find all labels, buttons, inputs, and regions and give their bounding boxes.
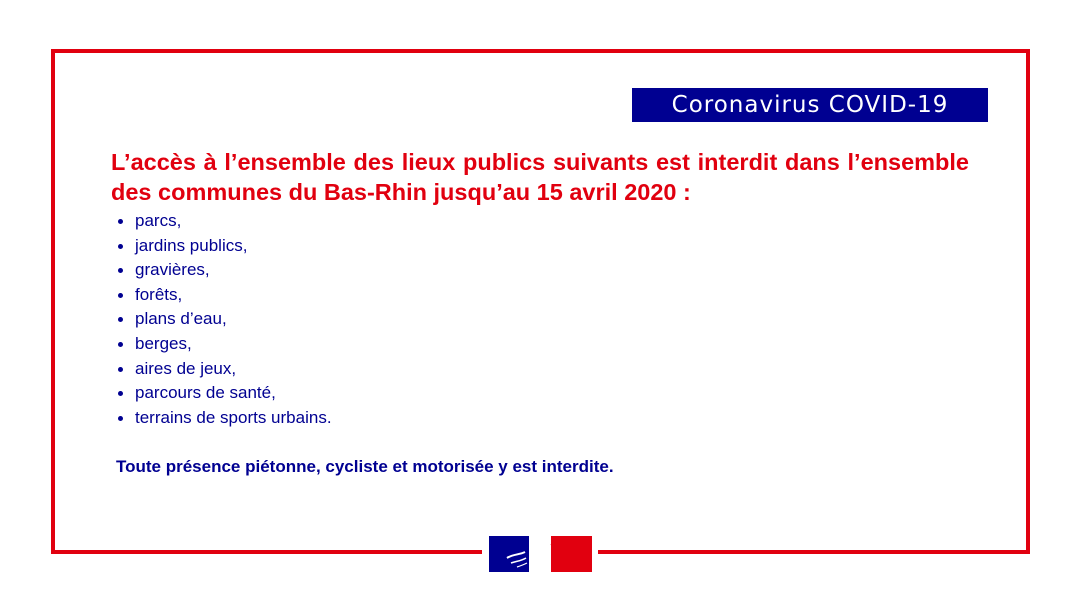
frame-left-border xyxy=(51,49,55,554)
bullet-icon xyxy=(118,268,123,273)
frame-bottom-left-border xyxy=(51,550,482,554)
bullet-icon xyxy=(118,342,123,347)
frame-top-border xyxy=(51,49,1030,53)
bullet-icon xyxy=(118,367,123,372)
list-item-label: forêts, xyxy=(135,284,183,304)
frame-right-border xyxy=(1026,49,1030,554)
bullet-icon xyxy=(118,244,123,249)
footer-notice: Toute présence piétonne, cycliste et motorisée y est interdite. xyxy=(116,457,614,476)
closed-places-list xyxy=(116,209,332,430)
bullet-icon xyxy=(118,293,123,298)
list-item-label: jardins publics, xyxy=(135,235,248,255)
list-item-label: plans d’eau, xyxy=(135,309,227,329)
list-item xyxy=(116,307,332,332)
marianne-logo-icon xyxy=(489,534,592,574)
list-item-label: gravières, xyxy=(135,260,210,280)
list-item-label: aires de jeux, xyxy=(135,358,237,378)
logo-red-field xyxy=(551,536,592,572)
list-item xyxy=(116,357,332,382)
bullet-icon xyxy=(118,416,123,421)
list-item xyxy=(116,332,332,357)
list-item xyxy=(116,381,332,406)
list-item-label: parcours de santé, xyxy=(135,383,276,403)
list-item xyxy=(116,283,332,308)
list-item xyxy=(116,209,332,234)
bullet-icon xyxy=(118,317,123,322)
headline: L’accès à l’ensemble des lieux publics suivants est interdit dans l’ensemble des communes du Bas-Rhin jusqu’au 15 avril 2020 : xyxy=(111,149,969,205)
frame-bottom-right-border xyxy=(598,550,1030,554)
covid-badge: Coronavirus COVID-19 xyxy=(632,88,988,122)
list-item xyxy=(116,258,332,283)
list-item xyxy=(116,406,332,431)
logo-blue-field xyxy=(489,536,529,572)
bullet-icon xyxy=(118,391,123,396)
list-item-label: parcs, xyxy=(135,211,182,230)
list-item-label: berges, xyxy=(135,333,192,353)
list-item xyxy=(116,234,332,259)
bullet-icon xyxy=(118,219,123,224)
list-item-label: terrains de sports urbains. xyxy=(135,407,332,427)
